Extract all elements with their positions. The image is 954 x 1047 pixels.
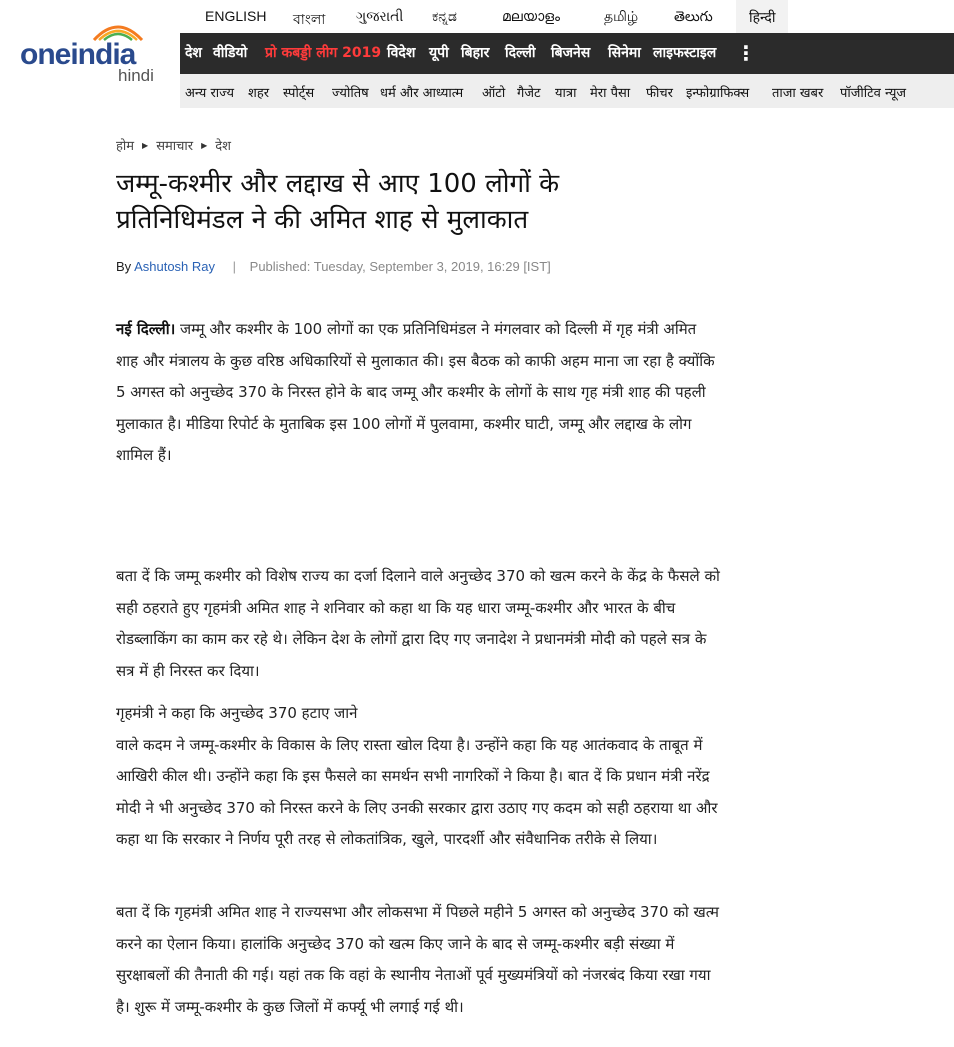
byline	[116, 259, 551, 274]
article-paragraph: बता दें कि जम्मू कश्मीर को विशेष राज्य का दर्जा दिलाने वाले अनुच्छेद 370 को खत्म करने के केंद्र के फैसले को सही ठहराते हुए गृहमंत्री अमित शाह ने शनिवार को कहा था कि यह धारा जम्मू-कश्मीर और भारत के बीच रोडब्लाकिंग का काम कर रहे थे। लेकिन देश के लोगों द्वारा दिए गए जनादेश ने प्रधानमंत्री मोदी को पहले सत्र के सत्र में ही निरस्त कर दिया।	[116, 567, 720, 680]
sub-nav-item-0[interactable]: अन्य राज्य	[185, 86, 235, 101]
breadcrumb-separator-icon: ▶	[142, 141, 149, 150]
article-paragraph: नई दिल्ली। जम्मू और कश्मीर के 100 लोगों का एक प्रतिनिधिमंडल ने मंगलवार को दिल्ली में गृह मंत्री अमित शाह और मंत्रालय के कुछ वरिष्ठ अधिकारियों से मुलाकात की। इस बैठक को काफी अहम माना जा रहा है क्योंकि 5 अगस्त को अनुच्छेद 370 के निरस्त होने के बाद जम्मू और कश्मीर के लोगों के साथ गृह मंत्री शाह की पहली मुलाकात है। मीडिया रिपोर्ट के मुताबिक इस 100 लोगों में पुलवामा, कश्मीर घाटी, जम्मू और लद्दाख के लोग शामिल हैं।	[116, 320, 715, 464]
breadcrumb-country[interactable]: देश	[215, 139, 231, 154]
breadcrumb-home[interactable]: होम	[116, 139, 135, 154]
sub-nav-item-2[interactable]: स्पोर्ट्स	[283, 86, 315, 101]
language-bar	[180, 0, 954, 33]
sub-nav-item-5[interactable]: ऑटो	[482, 86, 506, 101]
published-date: Published: Tuesday, September 3, 2019, 16:29 [IST]	[249, 259, 551, 274]
main-nav-item-3[interactable]: विदेश	[387, 45, 416, 61]
byline-by: By	[116, 259, 132, 274]
language-link-0[interactable]: ENGLISH	[205, 8, 267, 24]
sub-nav	[180, 74, 954, 108]
language-link-2[interactable]: ગુજરાતી	[356, 8, 404, 24]
sub-nav-item-12[interactable]: पॉजीटिव न्यूज	[840, 86, 907, 101]
main-nav-item-8[interactable]: सिनेमा	[608, 45, 641, 61]
language-link-1[interactable]: বাংলা	[293, 11, 326, 27]
article-title: जम्मू-कश्मीर और लद्दाख से आए 100 लोगों के प्रतिनिधिमंडल ने की अमित शाह से मुलाकात	[116, 169, 560, 235]
sub-nav-item-9[interactable]: फीचर	[646, 86, 673, 101]
language-link-3[interactable]: ಕನ್ನಡ	[432, 8, 457, 24]
sub-nav-item-1[interactable]: शहर	[248, 86, 270, 101]
sub-nav-item-10[interactable]: इन्फोग्राफिक्स	[686, 86, 750, 101]
logo-text: oneindia	[20, 38, 136, 71]
main-nav-item-6[interactable]: दिल्ली	[505, 45, 536, 61]
main-nav-item-7[interactable]: बिजनेस	[551, 45, 591, 61]
sub-nav-item-6[interactable]: गैजेट	[517, 86, 541, 101]
main-nav-item-5[interactable]: बिहार	[461, 45, 490, 61]
language-link-4[interactable]: മലയാളം	[502, 8, 561, 24]
oneindia-logo[interactable]	[20, 20, 154, 85]
dateline: नई दिल्ली।	[116, 320, 176, 338]
sub-nav-item-4[interactable]: धर्म और आध्यात्म	[380, 86, 464, 101]
main-nav-item-9[interactable]: लाइफस्टाइल	[653, 45, 717, 61]
article-paragraph: बता दें कि गृहमंत्री अमित शाह ने राज्यसभा और लोकसभा में पिछले महीने 5 अगस्त को अनुच्छेद 370 को खत्म करने का ऐलान किया। हालांकि अनुच्छेद 370 को खत्म किए जाने के बाद से जम्मू-कश्मीर बड़ी संख्या में सुरक्षाबलों की तैनाती की गई। यहां तक कि वहां के स्थानीय नेताओं पूर्व मुख्यमंत्रियों को नंजरबंद किया रखा गया है। शुरू में जम्मू-कश्मीर के कुछ जिलों में कर्फ्यू भी लगाई गई थी।	[116, 903, 719, 1016]
breadcrumb-news[interactable]: समाचार	[156, 139, 194, 154]
more-menu-icon[interactable]: ⋮	[736, 41, 756, 65]
sub-nav-item-11[interactable]: ताजा खबर	[772, 86, 824, 101]
main-nav-item-4[interactable]: यूपी	[429, 45, 449, 61]
main-nav-item-1[interactable]: वीडियो	[213, 45, 248, 61]
article-paragraph: गृहमंत्री ने कहा कि अनुच्छेद 370 हटाए जाने वाले कदम ने जम्मू-कश्मीर के विकास के लिए रास्ता खोल दिया है। उन्होंने कहा कि यह आतंकवाद के ताबूत में आखिरी कील थी। उन्होंने कहा कि इस फैसले का समर्थन सभी नागरिकों ने किया है। बात दें कि प्रधान मंत्री नरेंद्र मोदी ने भी अनुच्छेद 370 को निरस्त करने के लिए उनकी सरकार द्वारा उठाए गए कदम को सही ठहराया था और कहा था कि सरकार ने निर्णय पूरी तरह से लोकतांत्रिक, खुले, पारदर्शी और संवैधानिक तरीके से लिया।	[116, 704, 718, 848]
breadcrumb	[116, 136, 231, 154]
author-link[interactable]: Ashutosh Ray	[134, 259, 216, 274]
breadcrumb-separator-icon: ▶	[201, 141, 208, 150]
sub-nav-item-8[interactable]: मेरा पैसा	[590, 86, 631, 101]
main-nav-item-0[interactable]: देश	[185, 45, 202, 61]
main-nav	[180, 33, 954, 74]
logo-subtitle: hindi	[118, 66, 154, 85]
byline-divider: |	[232, 259, 237, 274]
sub-nav-item-7[interactable]: यात्रा	[555, 86, 577, 101]
sub-nav-item-3[interactable]: ज्योतिष	[332, 86, 369, 101]
language-link-7[interactable]: हिन्दी	[749, 9, 776, 25]
language-link-6[interactable]: తెలుగు	[674, 8, 713, 24]
main-nav-item-2[interactable]: प्रो कबड्डी लीग 2019	[265, 45, 382, 61]
language-link-5[interactable]: தமிழ்	[604, 8, 639, 24]
